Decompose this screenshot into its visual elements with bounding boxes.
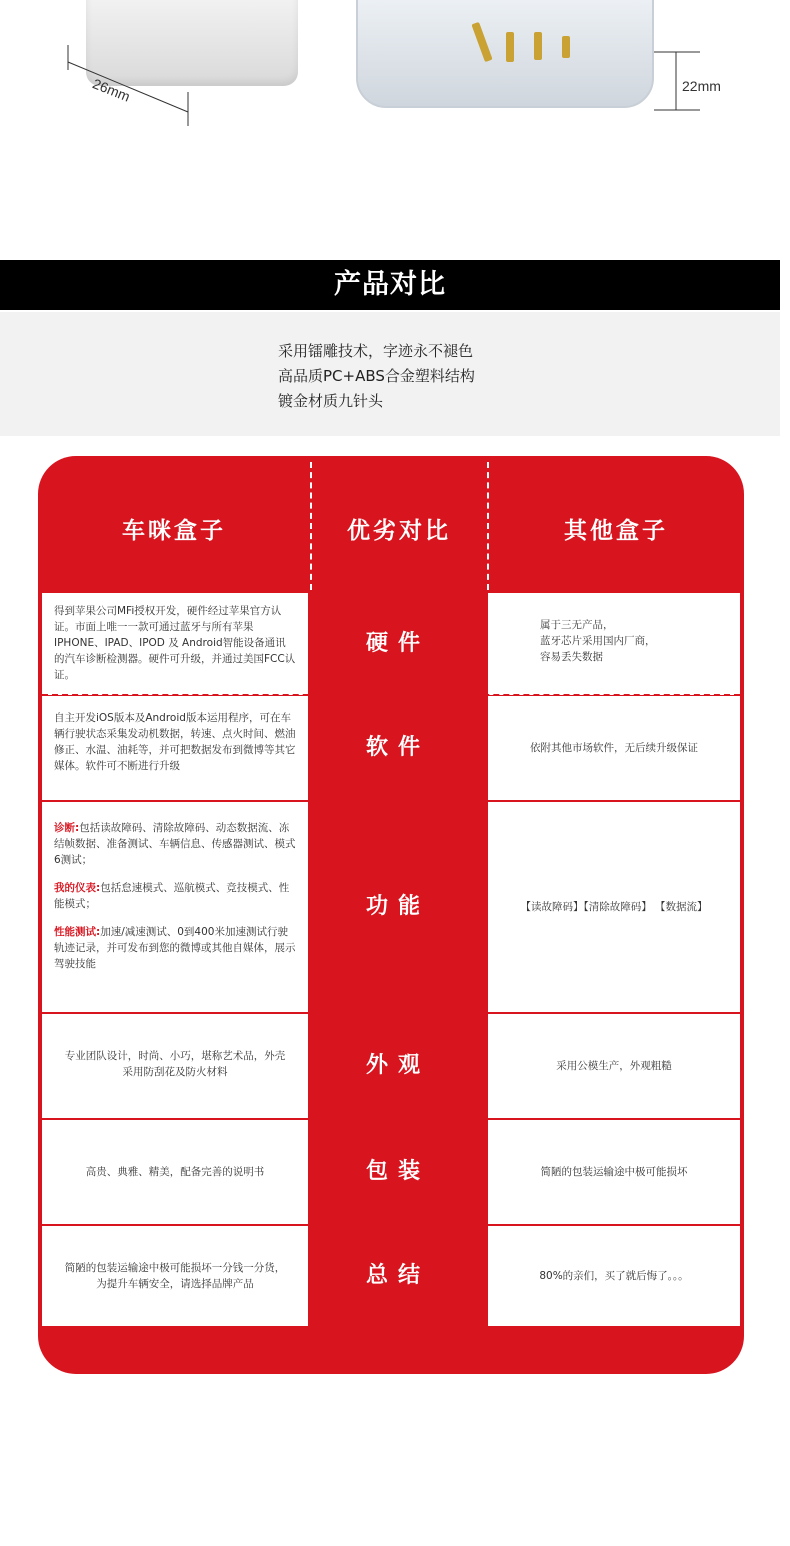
row-summary-others: 80%的亲们，买了就后悔了。。。 bbox=[488, 1226, 740, 1326]
function-item-text: 包括怠速模式、巡航模式、竞技模式、性能模式； bbox=[54, 882, 290, 910]
function-item-dashboard bbox=[54, 880, 296, 912]
intro-line: 高品质PC+ABS合金塑料结构 bbox=[278, 367, 475, 385]
row-function-category: 功能 bbox=[309, 802, 487, 1012]
section-title-bar bbox=[0, 260, 780, 310]
comparison-table bbox=[38, 456, 744, 1374]
row-function-ours bbox=[42, 802, 308, 1012]
function-item-label: 性能测试: bbox=[54, 926, 101, 938]
row-hardware-category: 硬件 bbox=[309, 593, 487, 695]
row-summary-ours: 简陋的包装运输途中极可能损坏一分钱一分货，为提升车辆安全，请选择品牌产品 bbox=[42, 1226, 308, 1326]
header-comparison: 优劣对比 bbox=[347, 518, 451, 544]
intro-block bbox=[0, 312, 780, 436]
header-divider bbox=[487, 462, 489, 590]
row-software-others: 依附其他市场软件，无后续升级保证 bbox=[488, 696, 740, 800]
row-software-ours: 自主开发iOS版本及Android版本运用程序，可在车辆行驶状态采集发动机数据，转速、点火时间、燃油修正、水温、油耗等，并可把数据发布到微博等其它媒体。软件可不断进行升级 bbox=[42, 696, 308, 800]
header-others: 其他盒子 bbox=[564, 518, 668, 544]
row-appearance-category: 外观 bbox=[309, 1014, 487, 1118]
row-appearance-others: 采用公模生产，外观粗糙 bbox=[488, 1014, 740, 1118]
function-item-label: 我的仪表: bbox=[54, 882, 101, 894]
row-summary-category: 总结 bbox=[309, 1226, 487, 1326]
product-image-area bbox=[0, 0, 790, 240]
row-function-others: 【读故障码】【清除故障码】 【数据流】 bbox=[488, 802, 740, 1012]
dimension-lines bbox=[0, 0, 790, 240]
section-title: 产品对比 bbox=[334, 269, 446, 300]
function-item-text: 加速/减速测试、0到400米加速测试行驶轨迹记录，并可发布到您的微博或其他自媒体，展示驾驶技能 bbox=[54, 926, 296, 970]
row-appearance-ours: 专业团队设计，时尚、小巧，堪称艺术品，外壳采用防刮花及防火材料 bbox=[42, 1014, 308, 1118]
header-divider bbox=[310, 462, 312, 590]
function-item-label: 诊断: bbox=[54, 822, 80, 834]
dimension-label-width: 26mm bbox=[90, 75, 133, 105]
function-item-performance bbox=[54, 924, 296, 972]
row-hardware-ours: 得到苹果公司MFi授权开发，硬件经过苹果官方认证。市面上唯一一款可通过蓝牙与所有苹果IPHONE、IPAD、IPOD 及 Android智能设备通讯的汽车诊断检测器。硬件可升级，并通过美国FCC认证。 bbox=[42, 593, 308, 695]
row-packaging-category: 包装 bbox=[309, 1120, 487, 1224]
function-item-text: 包括读故障码、清除故障码、动态数据流、冻结帧数据、准备测试、车辆信息、传感器测试、模式6测试； bbox=[54, 822, 296, 866]
header-ours: 车咪盒子 bbox=[122, 518, 226, 544]
function-item-diagnosis bbox=[54, 820, 296, 868]
row-packaging-ours: 高贵、典雅、精美，配备完善的说明书 bbox=[42, 1120, 308, 1224]
dimension-label-height: 22mm bbox=[682, 78, 721, 94]
row-packaging-others: 简陋的包装运输途中极可能损坏 bbox=[488, 1120, 740, 1224]
intro-line: 采用镭雕技术，字迹永不褪色 bbox=[278, 342, 474, 360]
row-software-category: 软件 bbox=[309, 696, 487, 800]
row-hardware-others: 属于三无产品， 蓝牙芯片采用国内厂商， 容易丢失数据 bbox=[488, 593, 740, 695]
intro-line: 镀金材质九针头 bbox=[278, 392, 384, 410]
